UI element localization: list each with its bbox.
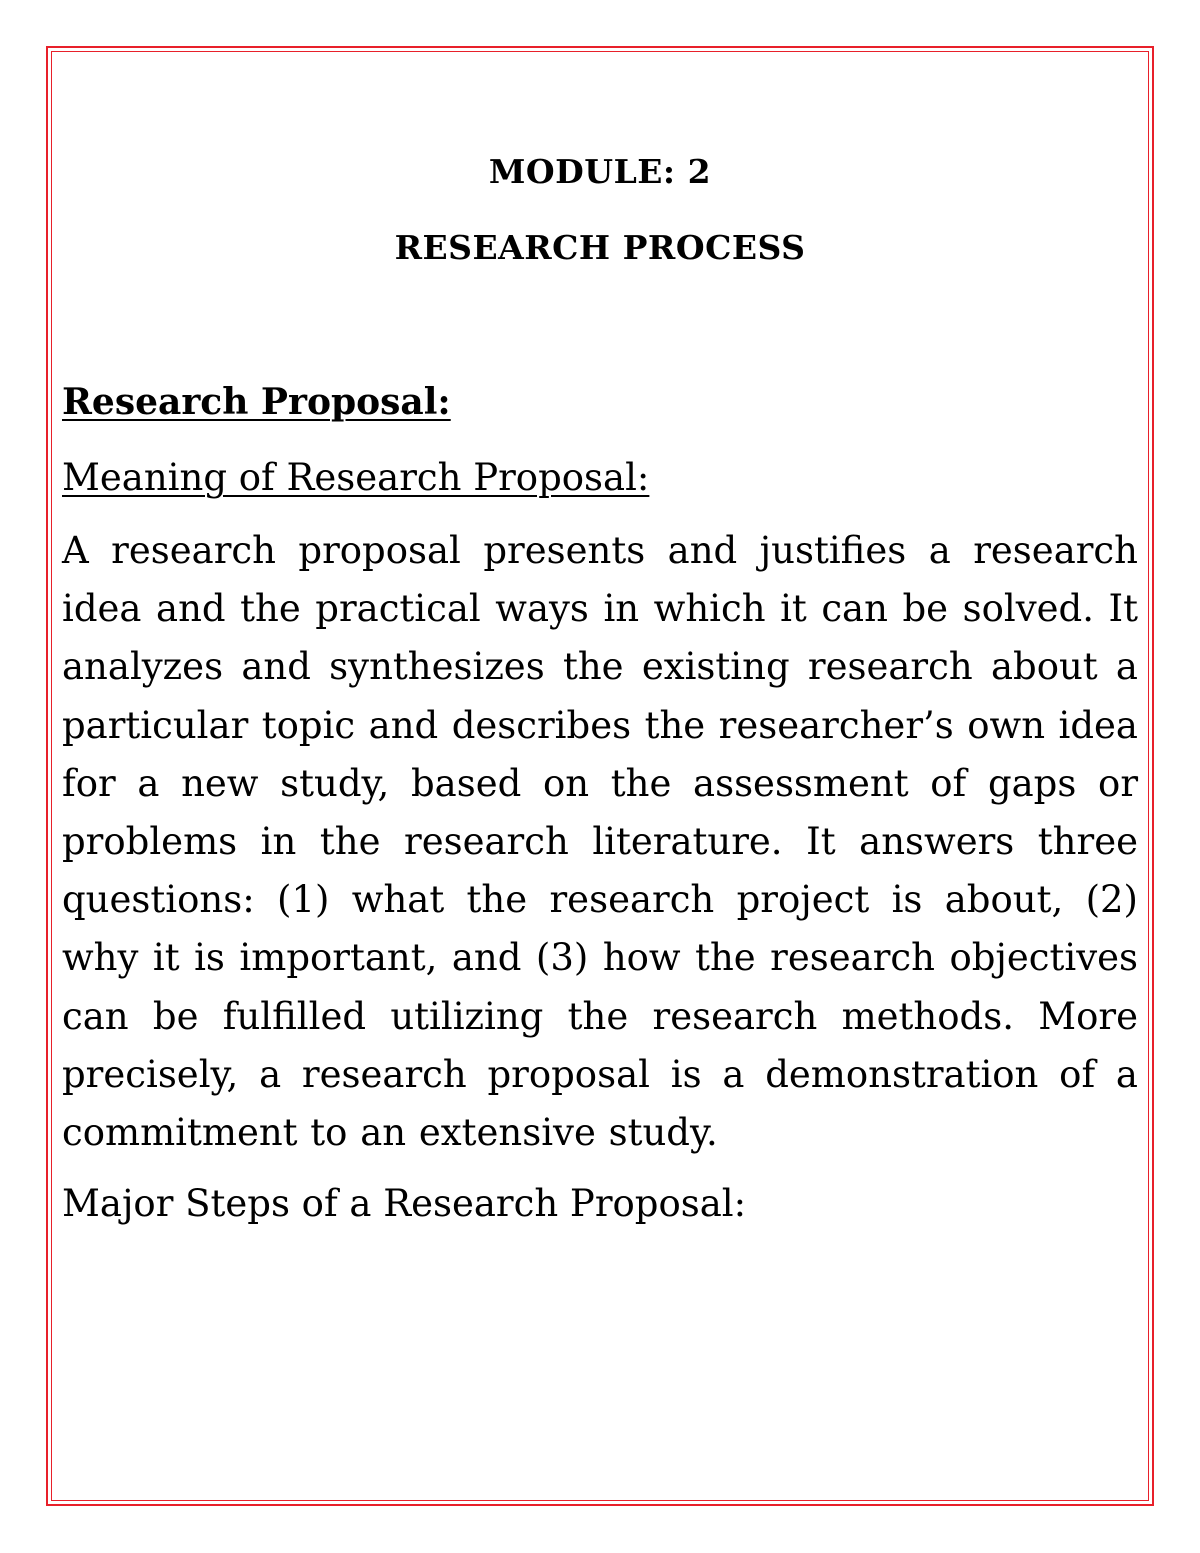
sub-heading: Meaning of Research Proposal: (62, 456, 650, 499)
closing-line: Major Steps of a Research Proposal: (62, 1182, 747, 1226)
document-content (62, 140, 1138, 1226)
body-paragraph: A research proposal presents and justifies a research idea and the practical ways in which it can be solved. It analyzes and synthesizes the existing research about a particular topic and describes the researcher’s own idea for a new study, based on the assessment of gaps or problems in the research literature. It answers three questions: (1) what the research project is about, (2) why it is important, and (3) how the research objectives can be fulfilled utilizing the research methods. More precisely, a research proposal is a demonstration of a commitment to an extensive study. (62, 529, 1138, 1155)
module-subtitle: RESEARCH PROCESS (394, 228, 806, 267)
module-title: MODULE: 2 (488, 152, 712, 191)
section-heading: Research Proposal: (62, 381, 451, 423)
